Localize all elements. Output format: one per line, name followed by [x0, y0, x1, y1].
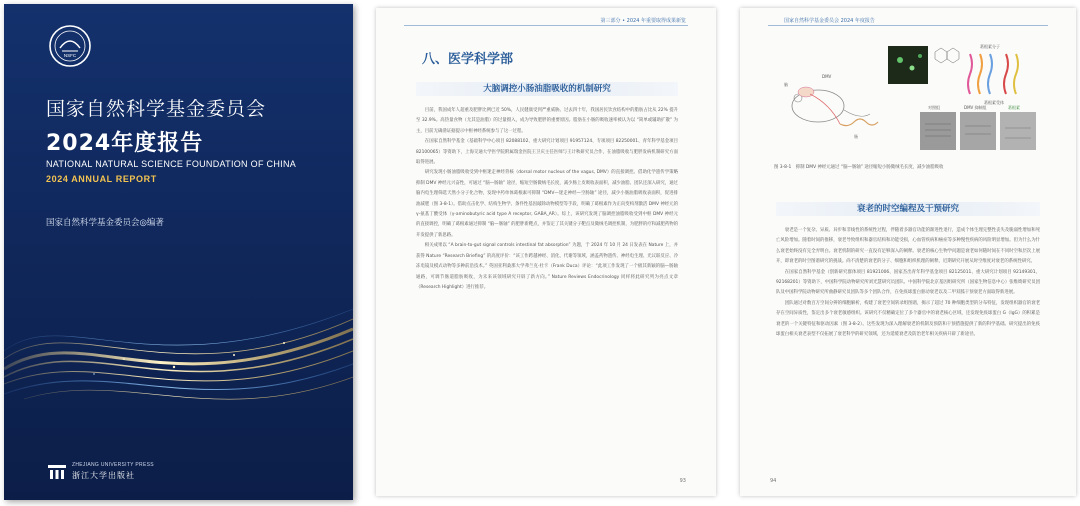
- figure-label: 葛根素受体: [984, 100, 1004, 105]
- figure-caption: 图 3-8-1 抑制 DMV 神经元通过 “脑—肠轴” 途径缩短小肠微绒毛长度，减少油脂吸收: [774, 165, 944, 170]
- press-logo-icon: [46, 461, 68, 483]
- running-head: 国家自然科学基金委员会 2024 年度报告: [784, 18, 875, 24]
- figure-label: 葛根素: [1008, 105, 1020, 110]
- em-panel-control: [920, 112, 956, 150]
- subsection-title: 衰老的时空编程及干预研究: [776, 202, 1040, 216]
- figure-label: 对照组: [928, 105, 940, 110]
- paragraph: 相关成果以 “A brain-to-gut signal controls intestinal fat absorption” 为题，于 2024 年 10 月 24 日发表在 Nature 上，并获得 Nature “Research Briefing” 的高度评价：“该工作跨越神经、消化、代谢等领域，涵盖药物遗传、神经电生理、光议联反应、冷冻电镜及模式动物等多种前沿技术。” 英国亚利桑那大学弗兰克·杜卡（Frank Duca）评论：“此项工作发现了一个极其新颖的脑—肠轴通路，可调节肠道脂肪吸收，为未来该领域研究开辟了新方向。” Nature Reviews Endocrinology 同样将此研究列为亮点文章（Research Highlight）进行推荐。: [416, 243, 678, 290]
- logo-text: NSFC: [63, 53, 77, 58]
- article-body: [776, 226, 1040, 340]
- molecule-diagram: [935, 48, 959, 63]
- figure-label: 肠: [854, 134, 858, 139]
- running-head: 第三部分 • 2024 年重要取得成果新览: [600, 18, 686, 24]
- page-number: 93: [679, 478, 686, 484]
- paragraph: 在国家自然科学基金（基础科学中心项目 82088102、重大研究计划项目 91957124、专项项目 82250001、青年科学基金项目 82100065）等资助下，上海交通大学医学院附属瑞金医院王卫庆主任医师与王计秋研究员合作，在油脂吸收与肥胖发病机制研究方面取得进展。: [416, 139, 678, 166]
- figure-label: DMV: [822, 74, 832, 79]
- em-panel-puerarin: [1000, 112, 1036, 150]
- figure-label: 脑: [784, 82, 788, 87]
- paragraph: 研究发现小肠油脂吸收受到中枢迷走神经背核（dorsal motor nucleus of the vagus, DMV）的直接调控。借助化学遗传学策略抑制 DMV 神经元兴奋性，可通过 “脑—肠轴” 途径，缩短空肠微绒毛长度，减少肠上皮吸收表面积，减少油脂、团队还深入研究，通过脑内电生理筛选天然小分子化合物，发现中药单体葛根素可抑制 “DMV—迷走神经—空肠轴” 途径，减少小肠油脂吸收表面积，促进排油减肥（图 3-8-1）。借助点击化学、结构生物学、条件性基因敲除动物模型等手段，明确了葛根素作为正向变构剂激活 DMV 神经元的 γ-氨基丁酸受体（γ-aminobutyric acid type A receptor, GABA_AR）。综上，该研究发现了脑调控油脂吸收受到中枢 DMV 神经元的直接调控，明确了葛根素通过抑制 “脑—肠轴” 的肥胖新靶点，并鉴定了其关键分子靶点及微绒毛调控机制，为肥胖的疗和减肥药物的开发提供了新思路。: [416, 170, 679, 238]
- paragraph: 衰老是一个复杂、异质、异步和非线性的系统性过程，伴随着多器官功能的渐进性退行，造成个体生理完整性丧失及脆弱性增加和死亡风险增加。随着时间的推移，衰老导致组织和器官结构和功能受损，心血管疾病和癌症等多种慢性疾病的风险明显增加。但为什么为什么衰老始终没有完全弄明白。衰老机制的研究一直没有足够深入的阐释。衰老的核心生物学问题是衰老如何随时间在不同时空和层次上展开，即衰老的时空图谱研究的挑战。尚不清楚的衰老的分子、细胞和组织机理的阐释，近期研究开展从时空维度对衰老的系统性研究。: [776, 228, 1040, 265]
- paragraph: 在国家自然科学基金（创新研究群体项目 81921006、国家杰出青年科学基金项目 82125011、重大研究计划项目 92149301、92168201）等资助下，中国科学院动物研究所刘光慧研究员团队、中国科学院北京基因组研究所（国家生物信息中心）张维绮研究员团队及中国科学院动物研究所曲静研究员团队等多个团队合作，在免疫球蛋白驱动衰老以及二甲双胍干预衰老方面取得新进展。: [776, 269, 1040, 296]
- protein-structure: [968, 54, 1018, 94]
- report-page-94: [740, 8, 1076, 496]
- cover-title-english: NATIONAL NATURAL SCIENCE FOUNDATION OF CHINA: [46, 159, 297, 169]
- golden-wave-graphic: [4, 259, 353, 434]
- article-body: [416, 106, 678, 293]
- brain-icon: [798, 87, 814, 97]
- report-page-93: [376, 8, 716, 496]
- research-figure: [770, 34, 1050, 158]
- figure-label: DMV 抑制组: [964, 105, 987, 110]
- cover-editor-line: 国家自然科学基金委员会◎编著: [46, 218, 164, 228]
- header-divider: [768, 25, 1048, 26]
- figure-label: 葛根素分子: [980, 44, 1000, 49]
- section-title: 八、医学科学部: [422, 52, 514, 67]
- press-name-chinese: 浙江大学出版社: [72, 471, 135, 480]
- header-divider: [404, 25, 688, 26]
- subsection-title: 大脑调控小肠油脂吸收的机制研究: [416, 82, 678, 96]
- micrograph-panel: [888, 46, 928, 84]
- intestine-icon: [840, 119, 878, 126]
- em-panel-dmv: [960, 112, 996, 150]
- cover-title-year: 2024年度报告: [46, 131, 204, 156]
- page-number: 94: [770, 478, 777, 484]
- paragraph: 目前，我国成年人超重及肥胖比例已近 50%，人民健康受到严重威胁。过去四十年，我国居民饮食结构中的脂肪占比从 22% 提升至 32.9%。高热量食物（尤其是油脂）的过量摄入，成为导致肥胖的重要原因。脂肪在小肠的吸收速率被认为以 “简单或辅助扩散” 为主，目前无确凿证据提示中枢神经系统参与了这一过程。: [416, 108, 678, 134]
- cover-title-chinese: 国家自然科学基金委员会: [46, 98, 267, 120]
- press-name-english: ZHEJIANG UNIVERSITY PRESS: [72, 462, 154, 468]
- nsfc-logo-icon: [48, 24, 92, 68]
- paragraph: 团队通过对数百万空间分辨的细胞解析，构建了衰老空间转录组图谱，揭示了超过 70 种细胞类型的分布特征，发现组织器官的衰老存在空间异质性，鉴定出多个衰老敏感组织。该研究不仅精确定位了多个器官中的衰老核心区域，还发现免疫球蛋白 G（IgG）的积累是衰老的一个关键特征和驱动因素（图 3-8-2）。这些发现为深入理解衰老的机制及预防和干预措施提供了新的科学基础。研究提出的免疫球蛋白相关衰老表型不仅拓展了衰老科学的研究领域，还为延缓衰老及防治老年相关疾病开辟了新途径。: [776, 300, 1040, 338]
- cover-annual-report-english: 2024 ANNUAL REPORT: [46, 174, 157, 184]
- book-cover: [4, 4, 353, 500]
